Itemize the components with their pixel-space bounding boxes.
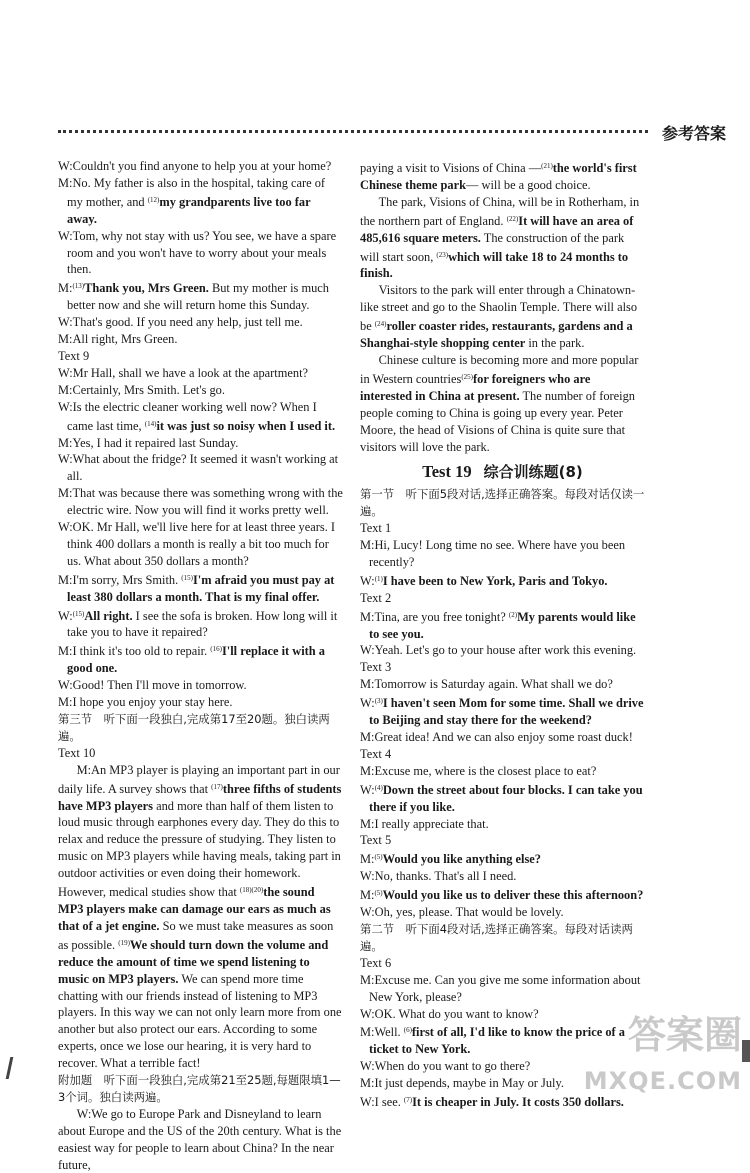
dialogue-line: W:OK. Mr Hall, we'll live here for at least three years. I think 400 dollars a month is really a bit too much for us. What about 350 dollars a month? bbox=[58, 520, 336, 568]
dialogue-line: W:Tom, why not stay with us? You see, we have a spare room and you won't have to worry about your meals then. bbox=[58, 228, 337, 277]
dialogue-line: M:Hi, Lucy! Long time no see. Where have you been recently? bbox=[360, 538, 626, 569]
answer-key-text: I haven't seen Mom for some time. Shall we drive to Beijing and stay there for the weekend? bbox=[369, 696, 644, 728]
dialogue-line: M:Tomorrow is Saturday again. What shall we do? bbox=[360, 677, 613, 692]
monologue-paragraph: W:We go to Europe Park and Disneyland to learn about Europe and the US of the 20th century. What is the easiest way for people to learn about China? In the near future, bbox=[58, 1106, 342, 1172]
dialogue-line: M:All right, Mrs Green. bbox=[58, 332, 178, 347]
dialogue-line: M:Excuse me. Can you give me some information about New York, please? bbox=[360, 972, 641, 1004]
section-instruction: 第二节 听下面4段对话,选择正确答案。每段对话读两遍。 bbox=[360, 921, 633, 953]
monologue-paragraph: Chinese culture is becoming more and more popular in Western countries$^{(25)}$for foreigners who are interested in China at present. The number of foreign people coming to China is going up every year. Peter Moore, the head of Visions of China is quite sure that visitors will love the park. bbox=[360, 352, 639, 454]
answer-key-text: my grandparents live too far away. bbox=[67, 194, 311, 226]
page-header-title: 参考答案 bbox=[662, 124, 727, 143]
watermark-url: MXQE.COM bbox=[583, 1067, 742, 1095]
dialogue-line: W:What about the fridge? It seemed it wasn't working at all. bbox=[58, 452, 339, 484]
text-label: Text 9 bbox=[58, 348, 90, 363]
dialogue-line: W:Yeah. Let's go to your house after work this evening. bbox=[360, 643, 637, 658]
answer-key-text: which will take 18 to 24 months to finish. bbox=[360, 249, 629, 281]
dialogue-line: M:I hope you enjoy your stay here. bbox=[58, 695, 233, 710]
monologue-paragraph: Visitors to the park will enter through a Chinatown-like street and go to the Shaolin Temple. There will also be $^{(24)}$roller coaster rides, restaurants, gardens and a Shanghai-style shopping center in the park. bbox=[360, 283, 638, 351]
answer-key-text: I'm afraid you must pay at least 380 dollars a month. That is my final offer. bbox=[67, 572, 335, 604]
answer-key-text: I'll replace it with a good one. bbox=[67, 644, 325, 676]
dialogue-line: W:Couldn't you find anyone to help you at your home? bbox=[58, 159, 332, 173]
dialogue-line: W:Mr Hall, shall we have a look at the apartment? bbox=[58, 365, 309, 380]
dialogue-line: M:Well. $^{(6)}$first of all, I'd like to know the price of a ticket to New York. bbox=[360, 1025, 625, 1057]
dialogue-line: M:I think it's too old to repair. $^{(16)}$I'll replace it with a good one. bbox=[58, 644, 325, 676]
header-dotted-rule bbox=[58, 130, 648, 133]
answer-key-text: roller coaster rides, restaurants, gardens and a Shanghai-style shopping center bbox=[360, 319, 633, 351]
dialogue-line: M:$^{(5)}$Would you like us to deliver these this afternoon? bbox=[360, 888, 644, 903]
dialogue-line: M:$^{(13)}$Thank you, Mrs Green. But my mother is much better now and she will return home this Sunday. bbox=[58, 281, 329, 313]
text-label: Text 10 bbox=[58, 745, 96, 760]
answer-key-text: It will have an area of 485,616 square meters. bbox=[360, 213, 634, 245]
answer-key-text: Would you like us to deliver these this afternoon? bbox=[382, 888, 644, 903]
dialogue-line: M:$^{(5)}$Would you like anything else? bbox=[360, 852, 542, 867]
answer-key-text: Thank you, Mrs Green. bbox=[84, 281, 209, 296]
text-label: Text 6 bbox=[360, 955, 392, 970]
dialogue-line: W:That's good. If you need any help, just tell me. bbox=[58, 315, 303, 330]
dialogue-line: W:Good! Then I'll move in tomorrow. bbox=[58, 678, 247, 693]
answer-key-text: My parents would like to see you. bbox=[369, 609, 636, 641]
dialogue-line: M:Great idea! And we can also enjoy some roast duck! bbox=[360, 730, 633, 744]
text-label: Text 3 bbox=[360, 660, 392, 675]
dialogue-line: W:When do you want to go there? bbox=[360, 1059, 531, 1074]
dialogue-line: W:$^{(3)}$I haven't seen Mom for some time. Shall we drive to Beijing and stay there for the weekend? bbox=[360, 696, 644, 728]
answer-key-text: the sound MP3 players make can damage our ears as much as that of a jet engine. bbox=[58, 885, 331, 933]
dialogue-line: W:I see. $^{(7)}$It is cheaper in July. It costs 350 dollars. bbox=[360, 1095, 624, 1110]
dialogue-line: M:Yes, I had it repaired last Sunday. bbox=[58, 435, 239, 450]
monologue-paragraph: paying a visit to Visions of China —$^{(21)}$the world's first Chinese theme park— will be a good choice. bbox=[360, 161, 637, 192]
text-label: Text 1 bbox=[360, 521, 392, 536]
watermark-logo bbox=[583, 981, 750, 1101]
answer-key-text: It is cheaper in July. It costs 350 dollars. bbox=[412, 1095, 624, 1110]
test-heading: Test 19 综合训练题(8) bbox=[422, 462, 583, 482]
answer-key-text: Would you like anything else? bbox=[382, 852, 542, 867]
section-instruction: 第一节 听下面5段对话,选择正确答案。每段对话仅读一遍。 bbox=[360, 487, 645, 519]
answer-key-text: first of all, I'd like to know the price of a ticket to New York. bbox=[369, 1025, 625, 1057]
dialogue-line: W:No, thanks. That's all I need. bbox=[360, 869, 517, 884]
monologue-paragraph: M:An MP3 player is playing an important part in our daily life. A survey shows that $^{(17)}$three fifths of students have MP3 players and more than half of them listen to loud music through earphones every day. They do this to relax and reduce the pressure of studying. They listen to music on MP3 players while having meals, taking part in outdoor activities or even doing their homework. However, medical studies show that $^{(18)(20)}$the sound MP3 players make can damage our ears as much as that of a jet engine. So we must take measures as soon as possible. $^{(19)}$We should turn down the volume and reduce the amount of time we spend listening to music on MP3 players. We can spend more time chatting with our friends instead of listening to MP3 players. In this way we can not only learn more from one another but also protect our ears. According to some experts, once we lose our hearing, it is very hard to recover. What a terrible fact! bbox=[58, 762, 342, 1071]
dialogue-line: M:That was because there was something wrong with the electric wire. Now you will find it works pretty well. bbox=[58, 486, 343, 518]
dialogue-line: W:$^{(15)}$All right. I see the sofa is broken. How long will it take you to have it repaired? bbox=[58, 608, 338, 640]
answer-key-text: All right. bbox=[84, 608, 133, 623]
dialogue-line: M:Certainly, Mrs Smith. Let's go. bbox=[58, 382, 225, 397]
dialogue-line: M:Excuse me, where is the closest place to eat? bbox=[360, 763, 597, 778]
dialogue-line: W:OK. What do you want to know? bbox=[360, 1006, 539, 1021]
dialogue-line: M:It just depends, maybe in May or July. bbox=[360, 1076, 564, 1091]
scan-edge-mark bbox=[6, 1057, 14, 1079]
answer-key-text: Down the street about four blocks. I can take you there if you like. bbox=[369, 782, 643, 814]
dialogue-line: W:$^{(4)}$Down the street about four blocks. I can take you there if you like. bbox=[360, 782, 643, 814]
answer-key-text: the world's first Chinese theme park bbox=[360, 161, 637, 192]
answer-key-text: it was just so noisy when I used it. bbox=[156, 418, 336, 433]
answer-key-text: I have been to New York, Paris and Tokyo. bbox=[382, 573, 608, 588]
dialogue-line: M:I really appreciate that. bbox=[360, 816, 489, 831]
text-label: Text 5 bbox=[360, 833, 392, 848]
section-instruction: 附加题 听下面一段独白,完成第21至25题,每题限填1—3个词。独白读两遍。 bbox=[58, 1073, 341, 1104]
left-column bbox=[58, 158, 343, 1173]
dialogue-line: W:$^{(1)}$I have been to New York, Paris and Tokyo. bbox=[360, 573, 608, 588]
right-column bbox=[360, 158, 645, 1111]
dialogue-line: M:I'm sorry, Mrs Smith. $^{(15)}$I'm afraid you must pay at least 380 dollars a month. That is my final offer. bbox=[58, 572, 335, 604]
text-label: Text 4 bbox=[360, 746, 392, 761]
dialogue-line: M:Tina, are you free tonight? $^{(2)}$My parents would like to see you. bbox=[360, 609, 636, 641]
answer-key-text: for foreigners who are interested in China at present. bbox=[360, 371, 591, 403]
section-instruction: 第三节 听下面一段独白,完成第17至20题。独白读两遍。 bbox=[58, 712, 330, 743]
text-label: Text 2 bbox=[360, 590, 392, 605]
answer-key-text: We should turn down the volume and reduce the amount of time we spend listening to music on MP3 players. bbox=[58, 937, 329, 986]
dialogue-line: M:No. My father is also in the hospital, taking care of my mother, and $^{(12)}$my grandparents live too far away. bbox=[58, 175, 326, 226]
watermark-mark: 答案圈 bbox=[627, 1013, 742, 1057]
monologue-paragraph: The park, Visions of China, will be in Rotherham, in the northern part of England. $^{(22)}$It will have an area of 485,616 square meters. The construction of the park will start soon, $^{(23)}$which will take 18 to 24 months to finish. bbox=[360, 194, 640, 281]
answer-key-text: three fifths of students have MP3 players bbox=[58, 781, 342, 813]
dialogue-line: W:Oh, yes, please. That would be lovely. bbox=[360, 905, 564, 920]
dialogue-line: W:Is the electric cleaner working well now? When I came last time, $^{(14)}$it was just so noisy when I used it. bbox=[58, 399, 336, 433]
